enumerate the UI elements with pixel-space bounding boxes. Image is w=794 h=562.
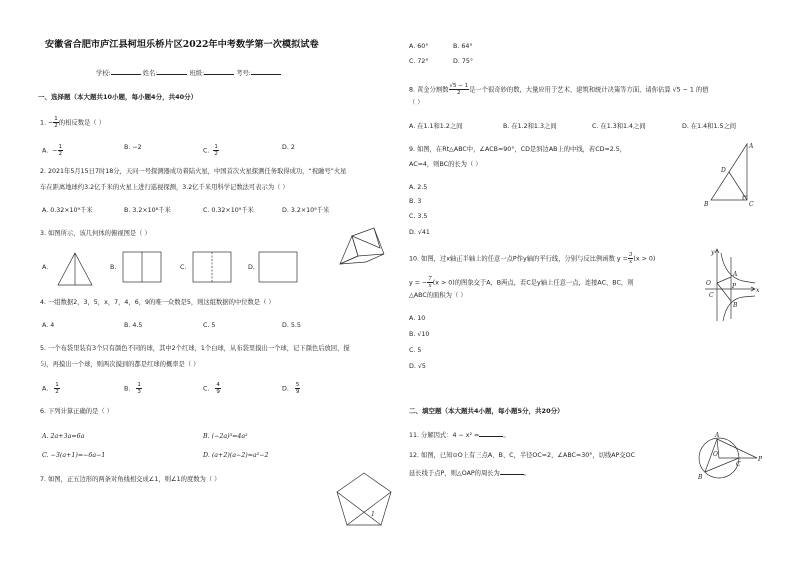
- q10-line3: △ABC的面积为（ ）: [409, 292, 467, 299]
- q12-label-a: A: [715, 432, 720, 439]
- q1-option-b[interactable]: B. −2: [124, 144, 142, 151]
- q1-c-den: 2: [214, 151, 218, 157]
- q1-a-den: 2: [58, 151, 62, 157]
- q10-graph-figure: [703, 247, 761, 323]
- q5-option-a[interactable]: [42, 382, 60, 395]
- q5-c-frac: [215, 382, 221, 395]
- q8-line1: [409, 83, 709, 96]
- q3-option-c-figure[interactable]: [192, 251, 232, 283]
- q6-option-a[interactable]: A. 2a+3a=6a: [42, 433, 85, 440]
- q7-option-d[interactable]: D. 75°: [453, 58, 474, 65]
- q10-option-b[interactable]: B. √10: [409, 331, 430, 338]
- q10-line1: [409, 252, 655, 265]
- q5-d-num: 5: [295, 382, 300, 388]
- q8-pre: 8. 黄金分割数: [409, 86, 449, 94]
- q2-option-d[interactable]: D. 3.2×10⁹千米: [282, 207, 330, 214]
- school-field[interactable]: [111, 68, 141, 75]
- q7-option-b[interactable]: B. 64°: [453, 43, 473, 50]
- q5-b-frac: [136, 382, 142, 395]
- q5-b-label: B.: [124, 385, 131, 393]
- q5-a-den: 2: [55, 389, 59, 395]
- q2-option-a[interactable]: A. 0.32×10⁹千米: [42, 207, 93, 214]
- q8-option-c[interactable]: C. 在1.3和1.4之间: [592, 123, 646, 130]
- q9-label-b: B: [704, 201, 709, 208]
- q6-option-b[interactable]: B. (−2a)³=4a²: [203, 433, 248, 440]
- q4-option-b[interactable]: B. 4.5: [124, 322, 143, 329]
- q1-suffix: 的相反数是（ ）: [58, 119, 105, 127]
- q8-option-b[interactable]: B. 在1.2和1.3之间: [503, 123, 557, 130]
- q2-line2: 车在距离地球约3.2亿千米的火星上进行巡视探测，3.2亿千米用科学记数法可表示为（ ）: [40, 184, 289, 191]
- q11-text: 11. 分解因式：4 − x² =: [409, 432, 480, 439]
- section2-heading: 二、填空题（本大题共4小题，每小题5分，共20分）: [409, 407, 564, 415]
- q1-frac-num: 1: [54, 116, 58, 122]
- q3-stem: 3. 如图所示，该几何体的俯视图是（ ）: [40, 230, 151, 237]
- q1-a-label: A.: [42, 147, 49, 155]
- q10-pre: 10. 如图，过x轴正半轴上的任意一点P作y轴的平行线，分别与反比例函数 y =: [409, 255, 628, 263]
- q9-option-d[interactable]: D. √41: [409, 229, 430, 236]
- q10-option-d[interactable]: D. √5: [409, 363, 426, 370]
- q1-a-num: 1: [58, 144, 62, 150]
- q4-option-c[interactable]: C. 5: [203, 322, 216, 329]
- q4-option-a[interactable]: A. 4: [42, 322, 55, 329]
- q2-option-b[interactable]: B. 3.2×10⁸千米: [124, 207, 171, 214]
- section1-heading: 一、选择题（本大题共10小题，每小题4分，共40分）: [38, 93, 198, 101]
- q7-option-a[interactable]: A. 60°: [409, 43, 429, 50]
- q7-pentagon-figure: [335, 471, 393, 527]
- q5-a-label: A.: [42, 385, 49, 393]
- q12-answer-blank[interactable]: [500, 468, 524, 475]
- q3-option-d[interactable]: D.: [248, 264, 255, 271]
- name-field[interactable]: [157, 68, 187, 75]
- q10-frac2-den: x: [428, 283, 432, 289]
- q10-frac1-den: x: [629, 259, 633, 265]
- q5-d-den: 9: [295, 389, 300, 395]
- q12-end: 。: [523, 470, 531, 477]
- q1-prefix: 1. −: [40, 119, 54, 127]
- q12-label-c: C: [736, 461, 741, 468]
- q12-line2: [409, 468, 530, 478]
- q10-line2-post: (x > 0)的图象交于A，B两点，若C是y轴上任意一点，连接AC、BC，则: [432, 279, 634, 287]
- q10-label-o: O: [706, 280, 711, 287]
- q10-option-c[interactable]: C. 5: [409, 347, 422, 354]
- q3-option-d-figure[interactable]: [258, 251, 298, 283]
- q8-fraction: [449, 83, 470, 96]
- q5-c-num: 4: [216, 382, 220, 388]
- q4-option-d[interactable]: D. 5.5: [282, 322, 301, 329]
- q10-frac2-num: 7: [428, 276, 432, 282]
- q4-stem: 4. 一组数据2，3，5，x，7，4，6，9的唯一众数是5，则这组数据的中位数是（ ）: [40, 299, 275, 306]
- q1-option-d[interactable]: D. 2: [282, 144, 295, 151]
- q12-label-o: O: [713, 451, 718, 458]
- q11-stem: [409, 430, 510, 440]
- q3-option-c[interactable]: C.: [180, 264, 187, 271]
- q6-stem: 6. 下列计算正确的是（ ）: [40, 408, 113, 415]
- school-label: 学校:: [96, 70, 111, 77]
- q3-option-a[interactable]: A.: [42, 264, 49, 271]
- q5-a-num: 1: [55, 382, 59, 388]
- q12-label-p: P: [758, 456, 763, 463]
- q5-option-b[interactable]: [124, 382, 142, 395]
- q8-frac-num: √5 − 1: [449, 83, 469, 89]
- q7-angle-label: 1: [371, 511, 375, 518]
- q11-answer-blank[interactable]: [479, 430, 503, 437]
- class-label: 班级:: [189, 70, 205, 77]
- q9-triangle-figure: [703, 140, 759, 208]
- q2-option-c[interactable]: C. 0.32×10⁹千米: [203, 207, 254, 214]
- q3-prism-figure: [336, 224, 388, 274]
- q10-label-p: P: [732, 283, 737, 290]
- q9-option-a[interactable]: A. 2.5: [409, 184, 428, 191]
- q10-label-b: B: [733, 302, 738, 309]
- q5-a-frac: [54, 382, 60, 395]
- q5-option-d[interactable]: [282, 382, 300, 395]
- q1-c-label: C.: [203, 147, 210, 155]
- q11-end: 。: [503, 432, 510, 439]
- q10-label-y: y: [711, 249, 715, 256]
- q3-option-b[interactable]: B.: [110, 264, 117, 271]
- q9-option-c[interactable]: C. 3.5: [409, 213, 428, 220]
- exam-no-field[interactable]: [251, 68, 281, 75]
- q10-option-a[interactable]: A. 10: [409, 315, 426, 322]
- q8-option-a[interactable]: A. 在1.1和1.2之间: [409, 123, 463, 130]
- q10-line2-pre: y = −: [409, 279, 428, 287]
- q9-option-b[interactable]: B. 3: [409, 198, 422, 205]
- q6-option-c[interactable]: C. −3(a+1)=−6a−1: [42, 452, 106, 459]
- q1-a-sign: −: [52, 147, 58, 155]
- q5-b-num: 1: [137, 382, 141, 388]
- q10-frac1-num: 3: [628, 252, 633, 258]
- q9-label-c: C: [749, 201, 754, 208]
- q12-circle-figure: [693, 430, 763, 486]
- q12-line1: 12. 如图，已知⊙O上有三点A、B、C，半径OC=2，∠ABC=30°，切线AP交OC: [409, 452, 636, 459]
- page-title: 安徽省合肥市庐江县柯坦乐桥片区2022年中考数学第一次模拟试卷: [45, 39, 319, 50]
- q1-c-frac: [213, 144, 219, 157]
- q9-label-d: D: [721, 167, 726, 174]
- q9-line2: AC=4，则BC的长为（ ）: [409, 161, 482, 168]
- q7-stem: 7. 如图，正五边形的两条对角线相交成∠1，则∠1的度数为（ ）: [40, 476, 221, 483]
- q1-a-frac: [58, 144, 64, 157]
- q1-stem: [40, 116, 105, 129]
- q8-line2: （ ）: [409, 99, 424, 106]
- q1-option-c[interactable]: [203, 144, 219, 157]
- q10-label-x: x: [756, 287, 760, 294]
- q7-option-c[interactable]: C. 72°: [409, 58, 429, 65]
- q5-b-den: 3: [137, 389, 141, 395]
- q8-post: 是一个很奇妙的数，大量应用于艺术、建筑和统计决策等方面，请你估算 √5 − 1 的值: [469, 86, 709, 94]
- q12-line2-text: 延长线于点P，则△OAP的周长为: [409, 470, 500, 477]
- q1-frac-den: 2: [54, 123, 58, 129]
- q9-label-a: A: [749, 143, 754, 150]
- q10-label-c: C: [709, 292, 714, 299]
- q8-frac-den: 2: [457, 90, 461, 96]
- q10-label-a: A: [733, 271, 738, 278]
- q1-c-num: 1: [214, 144, 218, 150]
- name-label: 姓名:: [142, 70, 158, 77]
- q5-c-label: C.: [203, 385, 210, 393]
- q8-option-d[interactable]: D. 在1.4和1.5之间: [682, 123, 737, 130]
- q5-d-frac: [295, 382, 301, 395]
- q5-option-c[interactable]: [203, 382, 221, 395]
- q10-line2: [409, 276, 634, 289]
- q9-line1: 9. 如图，在Rt△ABC中，∠ACB=90°，CD是斜边AB上的中线，若CD=2.5，: [409, 146, 627, 153]
- q6-option-d[interactable]: D. (a+2)(a−2)=a²−2: [203, 452, 269, 459]
- right-column: [397, 0, 794, 562]
- q5-line1: 5. 一个布袋里装有3个只有颜色不同的球，其中2个红球，1个白球，从布袋里摸出一个球，记下颜色后放回，搅: [40, 345, 350, 352]
- q3-option-b-figure[interactable]: [122, 251, 162, 283]
- class-field[interactable]: [204, 68, 234, 75]
- q1-option-a[interactable]: [42, 144, 63, 157]
- q10-post: (x > 0): [633, 255, 656, 263]
- exam-no-label: 考号:: [236, 70, 251, 77]
- q2-line1: 2. 2021年5月15日7时18分，天问一号探测器成功着陆火星，中国首次火星探测任务取得成功，“祝融号”火星: [40, 168, 347, 175]
- q5-c-den: 9: [216, 389, 220, 395]
- q3-option-a-figure[interactable]: [56, 251, 94, 287]
- student-info-line: [96, 68, 281, 78]
- q5-line2: 匀，再摸出一个球，则两次摸到的都是红球的概率是（ ）: [40, 361, 200, 368]
- q5-d-label: D.: [282, 385, 289, 393]
- q12-label-b: B: [698, 474, 703, 481]
